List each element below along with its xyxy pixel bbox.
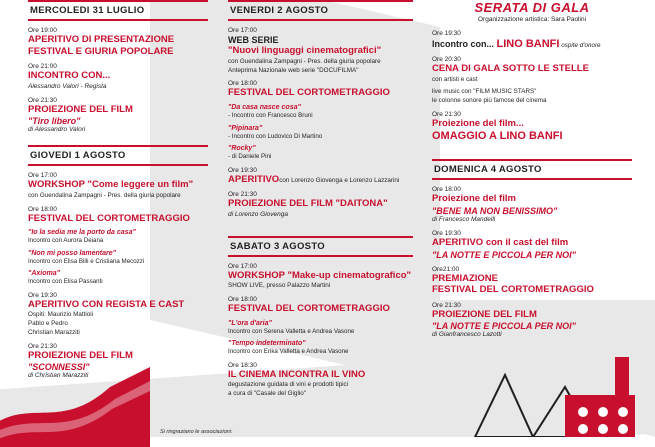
gala-title: SERATA DI GALA — [474, 0, 590, 15]
day-title-sabato: SABATO 3 AGOSTO — [228, 236, 413, 257]
event-time: Ore21:00 — [432, 265, 460, 273]
event-detail: con Lorenzo Giovenga e Lorenzo Lazzarini — [279, 176, 400, 184]
short-film-title: "Non mi posso lamentare" — [28, 249, 116, 257]
event-block — [28, 63, 208, 90]
event-title: PROIEZIONE DEL FILM "DAITONA" — [228, 198, 388, 210]
event-time: Ore 17:00 — [28, 172, 57, 180]
event-time: Ore 19:30 — [228, 166, 257, 174]
event-detail: con Guendalina Zampagni - Pres. della giuria popolare — [28, 191, 181, 199]
event-time: Ore 17:00 — [228, 262, 257, 270]
event-block — [228, 27, 413, 74]
event-detail: Pablo e Pedro — [28, 320, 68, 328]
event-detail: ospite d'onore — [559, 42, 601, 49]
event-subtitle: FESTIVAL E GIURIA POPOLARE — [28, 45, 174, 57]
day-title-giovedi: GIOVEDI 1 AGOSTO — [28, 145, 208, 166]
short-film-detail: Incontro con Erika Valletta e Andrea Vasone — [228, 348, 349, 356]
event-block — [432, 30, 632, 50]
event-title: APERITIVO DI PRESENTAZIONE — [28, 34, 175, 45]
short-film-title: "Io la sedia me la porto da casa" — [28, 229, 136, 237]
footer-thanks: Si ringraziano le associazioni: — [160, 429, 233, 435]
event-title: APERITIVO CON REGISTA E CAST — [28, 298, 185, 310]
event-time: Ore 18:00 — [28, 205, 57, 213]
event-detail: Anteprima Nazionale web serie "DOCUFILMA" — [228, 66, 359, 74]
event-time: Ore 21:00 — [28, 63, 57, 71]
film-title: "LA NOTTE E PICCOLA PER NOI" — [432, 249, 576, 260]
guest-name: LINO BANFI — [496, 38, 560, 50]
event-title-text: APERITIVO — [228, 173, 280, 185]
short-film-item — [228, 145, 413, 160]
short-film-detail: Incontro con Elisa Passanti — [28, 278, 103, 286]
event-time: Ore 18:30 — [228, 361, 257, 369]
short-film-title: "Axioma" — [28, 270, 60, 278]
event-time: Ore 19:30 — [432, 30, 461, 37]
short-film-title: "Tempo indeterminato" — [228, 340, 306, 348]
event-title: "Nuovi linguaggi cinematografici" — [228, 45, 382, 57]
event-time: Ore 21:30 — [28, 342, 57, 350]
event-block — [432, 186, 632, 223]
gala-subtitle: Organizzazione artistica: Sara Paolini — [477, 16, 587, 23]
event-category: WEB SERIE — [228, 35, 279, 45]
event-block — [228, 191, 413, 218]
short-film-item — [28, 250, 208, 265]
film-title: "SCONNESSI" — [28, 362, 90, 373]
event-block — [432, 111, 632, 143]
short-film-item — [28, 229, 208, 244]
short-film-detail: - Incontro con Ludovico Di Martino — [228, 132, 323, 140]
event-block — [28, 206, 208, 286]
event-title-text: Incontro con... — [432, 39, 497, 49]
short-film-title: "L'ora d'aria" — [228, 319, 272, 327]
event-title: Proiezione del film... — [432, 117, 524, 129]
event-title: FESTIVAL DEL CORTOMETRAGGIO — [228, 303, 390, 315]
event-detail: di Alessandro Valori — [28, 126, 86, 134]
short-film-title: "Rocky" — [228, 145, 256, 153]
event-block — [432, 56, 632, 104]
event-time: Ore 20:30 — [432, 56, 461, 64]
column-2 — [228, 0, 413, 399]
event-time: Ore 19:30 — [432, 229, 461, 237]
event-title: PROIEZIONE DEL FILM — [432, 308, 537, 320]
event-block — [28, 27, 208, 57]
event-block — [28, 343, 208, 380]
event-subtitle: FESTIVAL DEL CORTOMETRAGGIO — [432, 284, 594, 296]
event-title: WORKSHOP "Make-up cinematografico" — [228, 269, 412, 281]
event-time: Ore 19:30 — [28, 291, 57, 299]
event-detail: di Christian Marazziti — [28, 372, 89, 380]
event-block — [432, 302, 632, 339]
event-block — [28, 292, 208, 337]
event-block — [28, 172, 208, 199]
event-detail: di Francesco Mandelli — [432, 216, 496, 224]
event-time: Ore 21:30 — [432, 110, 461, 118]
day-title-mercoledi: MERCOLEDI 31 LUGLIO — [28, 0, 208, 21]
short-film-detail: Incontro con Aurora Deiana — [28, 237, 104, 245]
event-title — [432, 38, 632, 50]
column-3 — [432, 0, 632, 340]
short-film-item — [228, 340, 413, 355]
event-time: Ore 21:30 — [228, 191, 257, 199]
film-title: "LA NOTTE E PICCOLA PER NOI" — [432, 321, 576, 332]
event-block — [228, 167, 413, 186]
short-film-detail: Incontro con Elisa Billi e Cristiana Mecozzi — [28, 257, 145, 265]
film-title: "Tiro libero" — [28, 116, 81, 127]
event-detail: a cura di "Casale del Giglio" — [228, 390, 306, 398]
event-block — [432, 266, 632, 296]
event-detail: Alessandro Valori - Regista — [28, 82, 107, 90]
day-title-domenica: DOMENICA 4 AGOSTO — [432, 159, 632, 180]
event-block — [432, 230, 632, 260]
short-film-detail: Incontro con Serena Valletta e Andrea Vasone — [228, 327, 355, 335]
event-subtitle: OMAGGIO A LINO BANFI — [432, 130, 563, 143]
short-film-detail: - di Daniele Pini — [228, 153, 272, 161]
event-time: Ore 21:30 — [28, 96, 57, 104]
event-detail: SHOW LIVE, presso Palazzo Martini — [228, 282, 331, 290]
event-detail: Christian Marazziti — [28, 329, 80, 336]
event-detail: Ospiti: Maurizio Mattioli — [28, 311, 94, 319]
column-1 — [28, 0, 208, 381]
event-time: Ore 19:00 — [28, 27, 57, 34]
event-block — [228, 296, 413, 356]
short-film-detail: - Incontro con Francesco Bruni — [228, 112, 313, 120]
event-title: PROIEZIONE DEL FILM — [28, 103, 133, 115]
event-title: FESTIVAL DEL CORTOMETRAGGIO — [28, 212, 190, 224]
short-film-title: "Da casa nasce cosa" — [228, 104, 301, 112]
event-block — [228, 263, 413, 290]
event-block — [28, 97, 208, 134]
event-detail: di Gianfrancesco Lazotti — [432, 331, 502, 339]
event-time: Ore 18:00 — [228, 296, 257, 304]
event-title: Proiezione del film — [432, 193, 516, 205]
short-film-item — [228, 104, 413, 119]
event-title: CENA DI GALA SOTTO LE STELLE — [432, 63, 589, 75]
event-detail: di Lorenzo Giovenga — [228, 210, 288, 218]
short-film-item — [228, 125, 413, 140]
event-title: IL CINEMA INCONTRA IL VINO — [228, 368, 366, 380]
event-time: Ore 18:00 — [228, 80, 257, 88]
event-detail: con artisti e cast — [432, 75, 478, 83]
event-time: Ore 21:30 — [432, 301, 461, 309]
event-title — [228, 175, 413, 186]
film-title: "BENE MA NON BENISSIMO" — [432, 206, 558, 217]
short-film-title: "Pipinara" — [228, 124, 263, 132]
day-title-venerdi: VENERDI 2 AGOSTO — [228, 0, 413, 21]
event-time: Ore 18:00 — [432, 186, 461, 194]
event-detail: le colonne sonore più famose del cinema — [432, 96, 547, 104]
event-title: PROIEZIONE DEL FILM — [28, 349, 133, 361]
event-block — [228, 362, 413, 398]
event-detail: con Guendalina Zampagni - Pres. della giuria popolare — [228, 57, 381, 65]
short-film-item — [228, 320, 413, 335]
event-title: APERITIVO con il cast del film — [432, 236, 569, 248]
event-time: Ore 17:00 — [228, 27, 257, 34]
event-detail: live music con "FILM MUSIC STARS" — [432, 87, 537, 95]
event-title: INCONTRO CON... — [28, 70, 111, 82]
event-block — [228, 80, 413, 160]
event-detail: degustazione guidata di vini e prodotti tipici — [228, 381, 349, 389]
event-title: FESTIVAL DEL CORTOMETRAGGIO — [228, 87, 390, 99]
event-title: PREMIAZIONE — [432, 272, 498, 284]
short-film-item — [28, 270, 208, 285]
event-title: WORKSHOP "Come leggere un film" — [28, 179, 194, 191]
